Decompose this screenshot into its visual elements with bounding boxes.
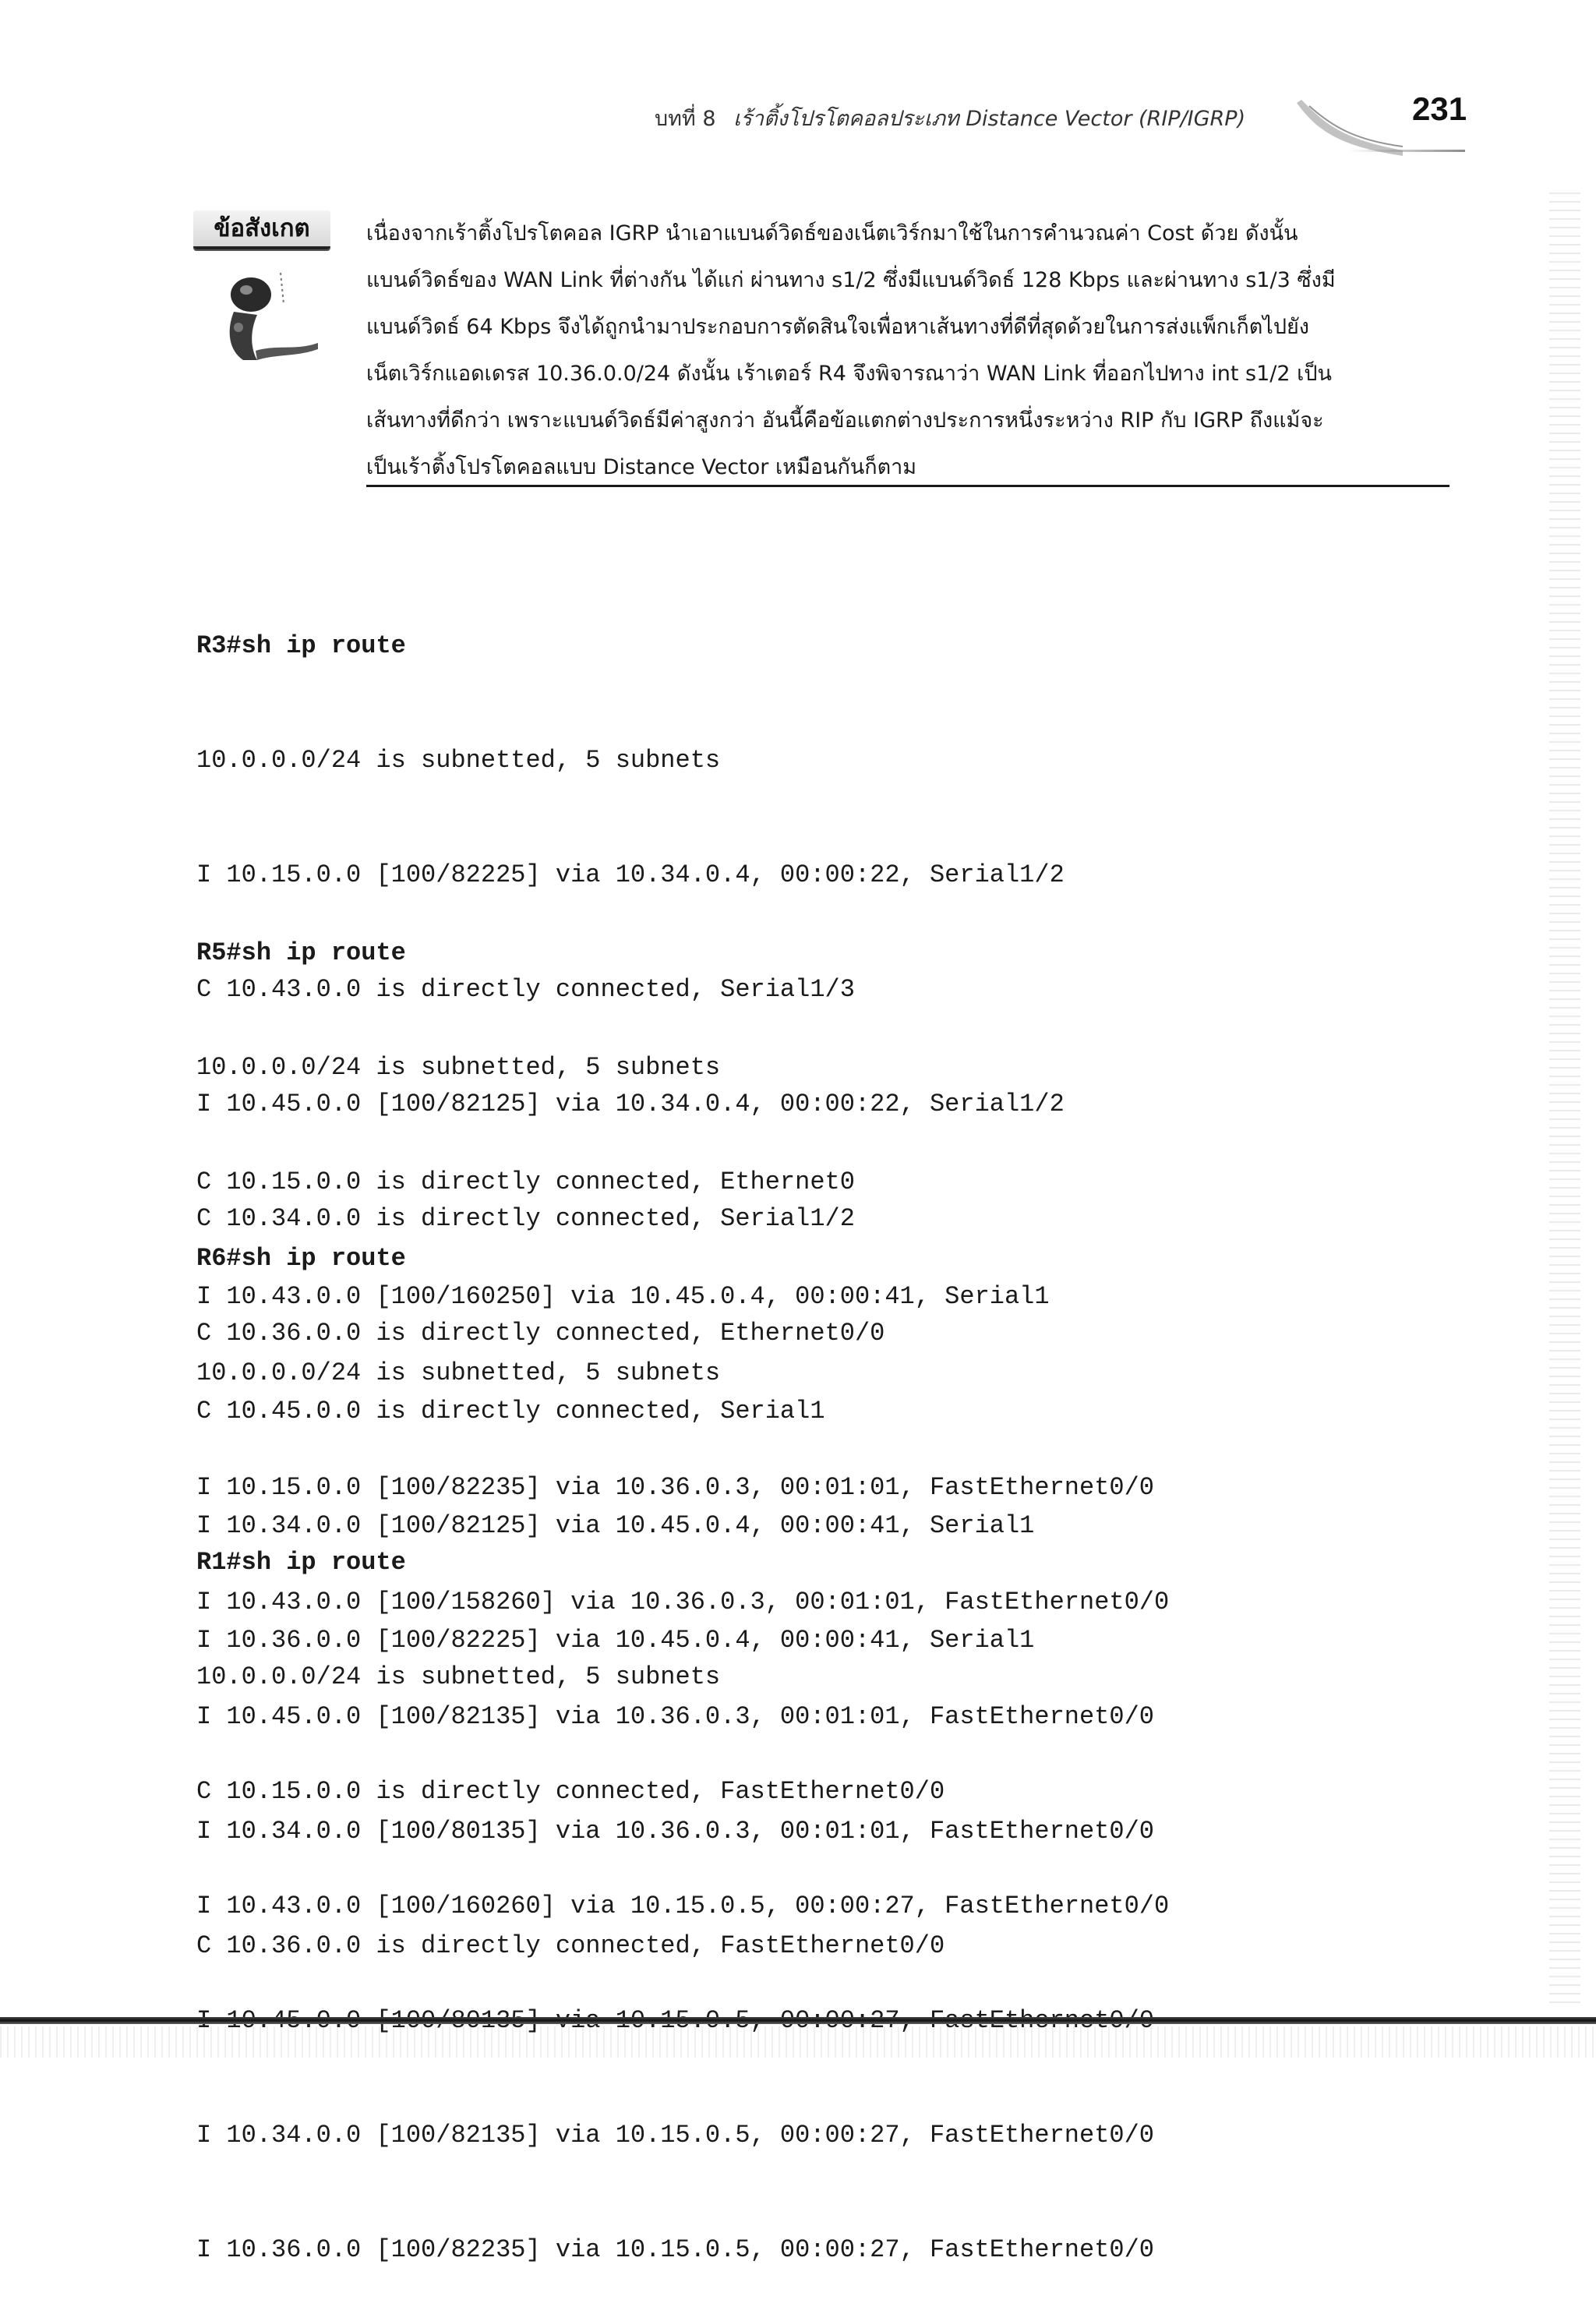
- route-line: I 10.43.0.0 [100/160260] via 10.15.0.5, 00:00:27, FastEthernet0/0: [196, 1892, 1170, 1920]
- route-command: R3#sh ip route: [196, 631, 406, 660]
- route-command: R1#sh ip route: [196, 1548, 406, 1577]
- route-line: I 10.15.0.0 [100/82235] via 10.36.0.3, 00:01:01, FastEthernet0/0: [196, 1473, 1154, 1502]
- running-header: [655, 101, 1245, 135]
- route-line: I 10.43.0.0 [100/158260] via 10.36.0.3, 00:01:01, FastEthernet0/0: [196, 1588, 1170, 1616]
- route-line: C 10.15.0.0 is directly connected, Ethernet0: [196, 1168, 855, 1196]
- route-line: C 10.34.0.0 is directly connected, Serial1/2: [196, 1204, 855, 1233]
- note-line: แบนด์วิดธ์ของ WAN Link ที่ต่างกัน ได้แก่ ผ่านทาง s1/2 ซึ่งมีแบนด์วิดธ์ 128 Kbps และผ่านทาง s1/3 ซึ่งมี: [366, 268, 1336, 292]
- note-rule: [366, 485, 1449, 487]
- route-line: 10.0.0.0/24 is subnetted, 5 subnets: [196, 1053, 721, 1082]
- chapter-title: เร้าติ้งโปรโตคอลประเภท Distance Vector (RIP/IGRP): [733, 107, 1246, 131]
- route-line: C 10.45.0.0 is directly connected, Serial1: [196, 1397, 825, 1426]
- route-command: R6#sh ip route: [196, 1244, 406, 1273]
- scan-edge-noise: [1549, 187, 1580, 2003]
- route-line: 10.0.0.0/24 is subnetted, 5 subnets: [196, 1662, 721, 1691]
- route-line: I 10.43.0.0 [100/160250] via 10.45.0.4, 00:00:41, Serial1: [196, 1282, 1050, 1311]
- note-line: เน็ตเวิร์กแอดเดรส 10.36.0.0/24 ดังนั้น เร้าเตอร์ R4 จึงพิจารณาว่า WAN Link ที่ออกไปทาง int s1/2 เป็น: [366, 362, 1332, 386]
- route-line: C 10.36.0.0 is directly connected, FastEthernet0/0: [196, 1931, 945, 1960]
- route-line: I 10.36.0.0 [100/82235] via 10.15.0.5, 00:00:27, FastEthernet0/0: [196, 2235, 1154, 2264]
- chapter-number: บทที่ 8: [655, 107, 716, 131]
- route-line: C 10.15.0.0 is directly connected, FastEthernet0/0: [196, 1777, 945, 1806]
- route-line: 10.0.0.0/24 is subnetted, 5 subnets: [196, 746, 721, 775]
- route-line: C 10.36.0.0 is directly connected, Ethernet0/0: [196, 1319, 885, 1348]
- route-line: C 10.43.0.0 is directly connected, Serial1/3: [196, 975, 855, 1004]
- note-text: [366, 210, 1449, 491]
- note-line: เส้นทางที่ดีกว่า เพราะแบนด์วิดธ์มีค่าสูงกว่า อันนี้คือข้อแตกต่างประการหนึ่งระหว่าง RIP กับ IGRP ถึงแม้จะ: [366, 408, 1324, 433]
- note-line: เป็นเร้าติ้งโปรโตคอลแบบ Distance Vector เหมือนกันก็ตาม: [366, 455, 917, 479]
- route-line: I 10.34.0.0 [100/82125] via 10.45.0.4, 00:00:41, Serial1: [196, 1511, 1035, 1540]
- route-line: I 10.15.0.0 [100/82225] via 10.34.0.4, 00:00:22, Serial1/2: [196, 860, 1065, 889]
- route-line: I 10.34.0.0 [100/80135] via 10.36.0.3, 00:01:01, FastEthernet0/0: [196, 1817, 1154, 1846]
- route-line: I 10.45.0.0 [100/82135] via 10.36.0.3, 00:01:01, FastEthernet0/0: [196, 1702, 1154, 1731]
- page-number: 231: [1412, 90, 1467, 127]
- route-command: R5#sh ip route: [196, 938, 406, 967]
- route-table-r1: [196, 1467, 1169, 2307]
- route-line: I 10.36.0.0 [100/82225] via 10.45.0.4, 00:00:41, Serial1: [196, 1626, 1035, 1655]
- route-line: 10.0.0.0/24 is subnetted, 5 subnets: [196, 1358, 721, 1387]
- bottom-rule: [0, 2017, 1596, 2024]
- bottom-scan-noise: [0, 2026, 1596, 2058]
- route-line: I 10.34.0.0 [100/82135] via 10.15.0.5, 00:00:27, FastEthernet0/0: [196, 2121, 1154, 2150]
- note-illustration-icon: [203, 257, 327, 382]
- note-line: เนื่องจากเร้าติ้งโปรโตคอล IGRP นำเอาแบนด์วิดธ์ของเน็ตเวิร์กมาใช้ในการคำนวณค่า Cost ด้วย ดังนั้น: [366, 221, 1298, 246]
- note-label: ข้อสังเกต: [193, 210, 330, 249]
- header-rule: [1348, 150, 1465, 152]
- note-line: แบนด์วิดธ์ 64 Kbps จึงได้ถูกนำมาประกอบการตัดสินใจเพื่อหาเส้นทางที่ดีที่สุดด้วยในการส่งแพ็กเก็ตไปยัง: [366, 315, 1309, 339]
- route-line: I 10.45.0.0 [100/82125] via 10.34.0.4, 00:00:22, Serial1/2: [196, 1090, 1065, 1118]
